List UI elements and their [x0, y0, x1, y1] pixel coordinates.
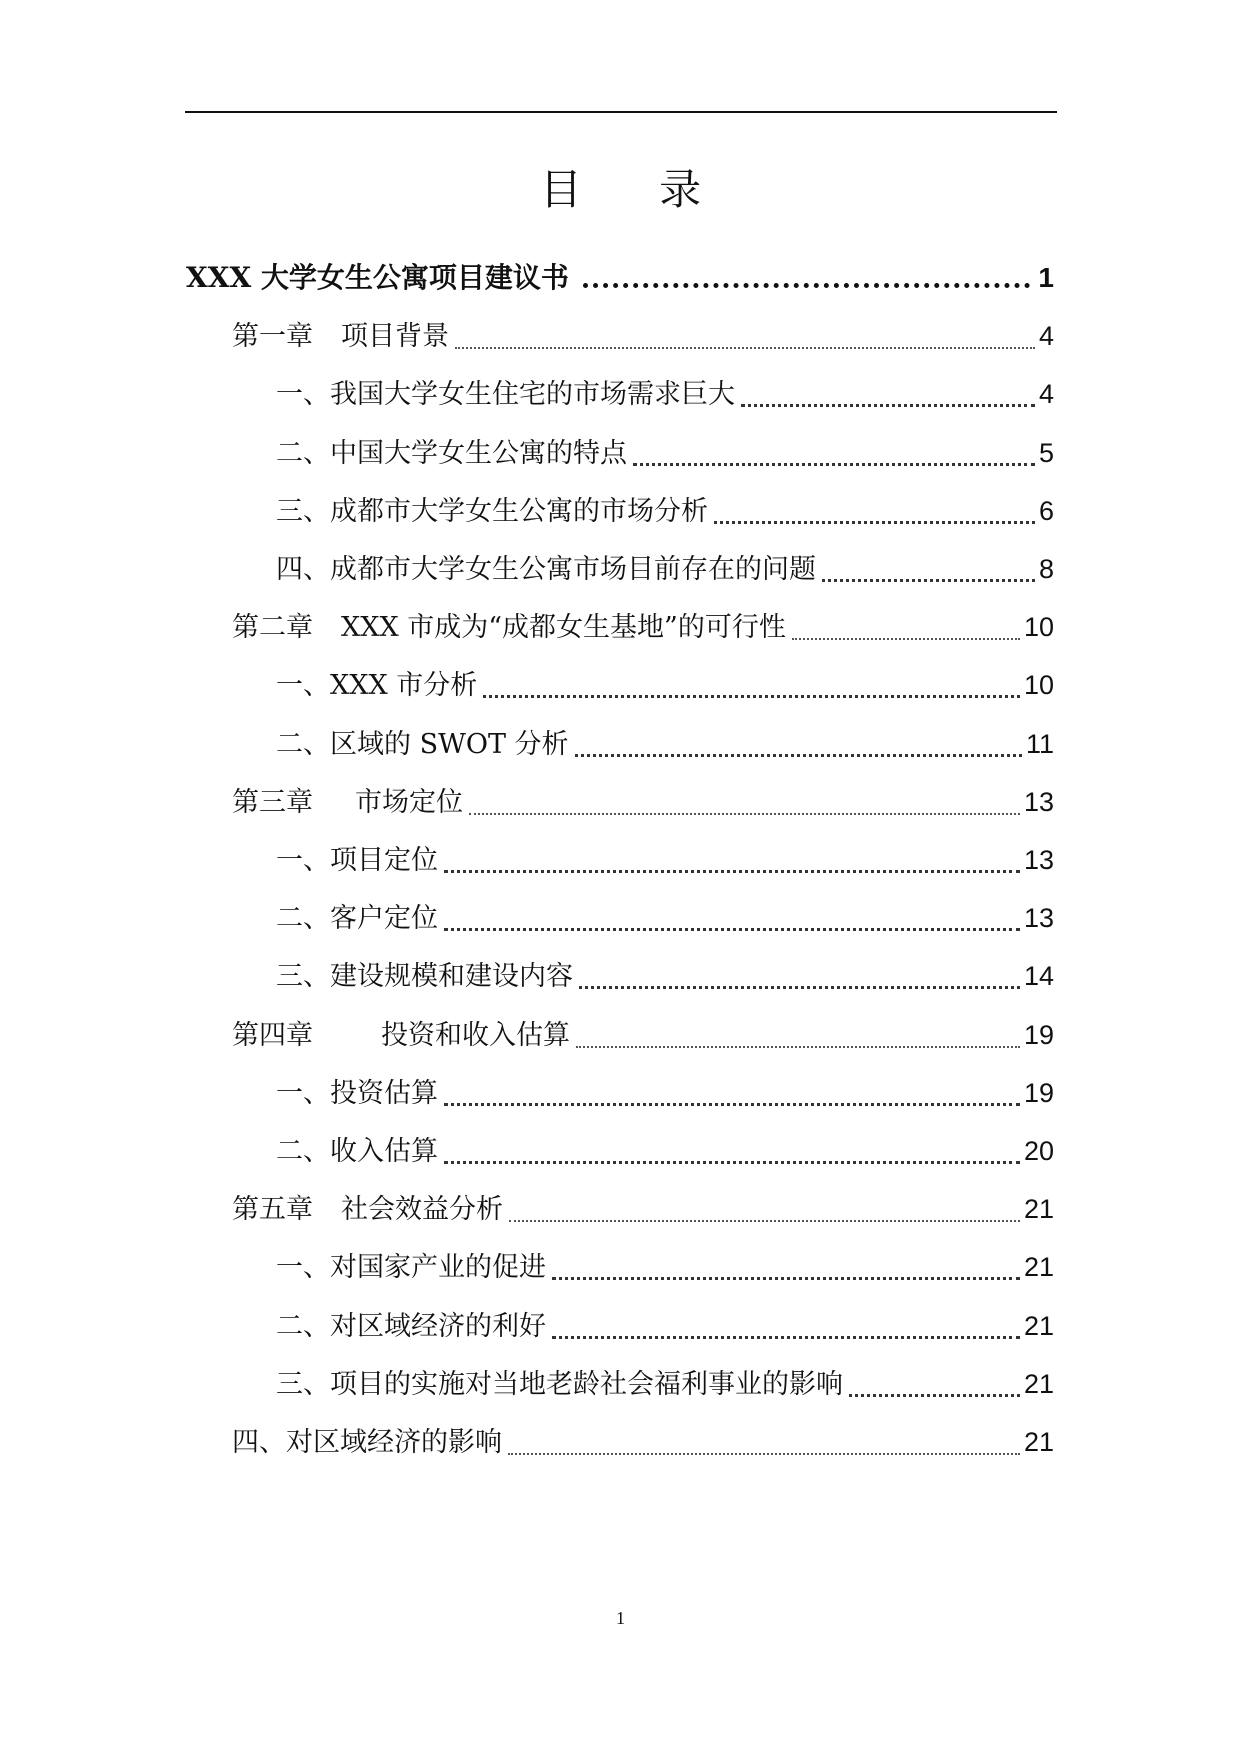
toc-dot-leader	[444, 1137, 1020, 1164]
toc-entry[interactable]	[232, 607, 1054, 648]
header-rule	[185, 111, 1057, 113]
toc-dot-leader	[583, 259, 1030, 288]
toc-entry-label: 二、客户定位	[276, 903, 438, 935]
toc-entry-label: 第四章	[232, 1019, 313, 1051]
toc-entry[interactable]	[276, 433, 1054, 474]
toc-page-number: 19	[1023, 1077, 1054, 1108]
toc-entry-label: 一、项目定位	[276, 845, 438, 876]
toc-page-number: 4	[1038, 321, 1054, 352]
toc-entry-label: 三、项目的实施对当地老龄社会福利事业的影响	[276, 1368, 843, 1400]
toc-entry[interactable]	[276, 724, 1054, 765]
toc-page-number: 21	[1023, 1194, 1054, 1225]
toc-page-number: 21	[1023, 1310, 1054, 1341]
toc-entry-label: 第二章	[232, 612, 313, 644]
toc-dot-leader	[455, 323, 1035, 349]
toc-entry-label: XXX 大学女生公寓项目建议书	[186, 261, 569, 294]
toc-page-number: 21	[1023, 1427, 1054, 1457]
toc-entry[interactable]	[276, 840, 1054, 881]
toc-entry[interactable]	[276, 956, 1054, 997]
toc-dot-leader	[849, 1370, 1020, 1397]
toc-entry[interactable]	[276, 1306, 1054, 1347]
toc-dot-leader	[508, 1429, 1020, 1455]
toc-dot-leader	[509, 1196, 1020, 1222]
toc-entry-title: 社会效益分析	[341, 1194, 503, 1226]
toc-entry[interactable]	[232, 1015, 1054, 1056]
toc-dot-leader	[444, 846, 1020, 873]
toc-entry[interactable]	[276, 374, 1054, 415]
toc-entry-label: 第五章	[232, 1194, 313, 1226]
toc-dot-leader	[714, 497, 1035, 524]
toc-page-number: 19	[1023, 1019, 1054, 1050]
toc-entry[interactable]	[276, 898, 1054, 939]
toc-page-number: 4	[1038, 379, 1054, 410]
toc-page-number: 10	[1023, 612, 1054, 643]
toc-page-number: 1	[1038, 262, 1054, 293]
toc-entry-label: 一、我国大学女生住宅的市场需求巨大	[276, 379, 735, 411]
toc-entry[interactable]	[276, 1364, 1054, 1405]
toc-entry[interactable]	[276, 1247, 1054, 1288]
toc-page-number: 21	[1023, 1252, 1054, 1283]
toc-dot-leader	[552, 1312, 1020, 1339]
toc-page-number: 6	[1038, 495, 1054, 526]
toc-entry[interactable]	[276, 1073, 1054, 1114]
toc-entry-label: 二、对区域经济的利好	[276, 1310, 546, 1342]
toc-entry-label: 三、建设规模和建设内容	[276, 961, 573, 993]
toc-page-number: 5	[1038, 437, 1054, 468]
toc-dot-leader	[575, 730, 1022, 757]
toc-dot-leader	[444, 904, 1020, 931]
toc-entry[interactable]	[186, 258, 1054, 298]
toc-entry[interactable]	[232, 316, 1054, 357]
toc-page-number: 10	[1023, 670, 1054, 701]
toc-page-number: 20	[1023, 1136, 1054, 1166]
toc-page-number: 11	[1025, 728, 1054, 759]
toc-entry-label: 三、成都市大学女生公寓的市场分析	[276, 495, 708, 527]
toc-dot-leader	[444, 1079, 1020, 1106]
toc-entry[interactable]	[232, 782, 1054, 823]
toc-entry-label: 一、投资估算	[276, 1077, 438, 1109]
toc-dot-leader	[741, 380, 1035, 407]
toc-dot-leader	[483, 671, 1020, 698]
toc-title: 目 录	[539, 165, 734, 214]
toc-entry-label: 二、区域的 SWOT 分析	[276, 728, 569, 760]
toc-entry-label: 二、收入估算	[276, 1136, 438, 1167]
toc-entry-label: 第一章	[232, 321, 313, 353]
toc-dot-leader	[469, 789, 1020, 815]
toc-entry-title: 投资和收入估算	[381, 1019, 570, 1051]
toc-page-number: 14	[1023, 961, 1054, 992]
toc-entry-label: 一、XXX 市分析	[276, 670, 478, 702]
toc-page-number: 8	[1038, 554, 1054, 584]
toc-dot-leader	[576, 1022, 1020, 1048]
toc-entry[interactable]	[232, 1422, 1054, 1463]
toc-dot-leader	[633, 439, 1035, 466]
toc-entry[interactable]	[276, 665, 1054, 706]
toc-entry-title: 市场定位	[355, 786, 463, 818]
toc-entry-title: 项目背景	[341, 321, 449, 353]
toc-entry-title: XXX 市成为“成都女生基地”的可行性	[341, 612, 786, 644]
toc-dot-leader	[579, 962, 1020, 989]
toc-entry[interactable]	[276, 1131, 1054, 1172]
toc-dot-leader	[792, 614, 1020, 640]
toc-page-number: 13	[1023, 903, 1054, 934]
toc-entry[interactable]	[276, 549, 1054, 590]
toc-entry[interactable]	[276, 491, 1054, 532]
toc-entry-label: 第三章	[232, 786, 313, 818]
page-number: 1	[616, 1608, 625, 1628]
toc-dot-leader	[552, 1253, 1020, 1280]
toc-entry-label: 一、对国家产业的促进	[276, 1252, 546, 1284]
toc-entry[interactable]	[232, 1189, 1054, 1230]
toc-entry-label: 四、对区域经济的影响	[232, 1427, 502, 1458]
toc-page-number: 21	[1023, 1368, 1054, 1399]
toc-dot-leader	[822, 555, 1035, 582]
toc-entry-label: 四、成都市大学女生公寓市场目前存在的问题	[276, 554, 816, 585]
toc-page-number: 13	[1023, 845, 1054, 875]
toc-entry-label: 二、中国大学女生公寓的特点	[276, 437, 627, 469]
toc-page-number: 13	[1023, 786, 1054, 817]
